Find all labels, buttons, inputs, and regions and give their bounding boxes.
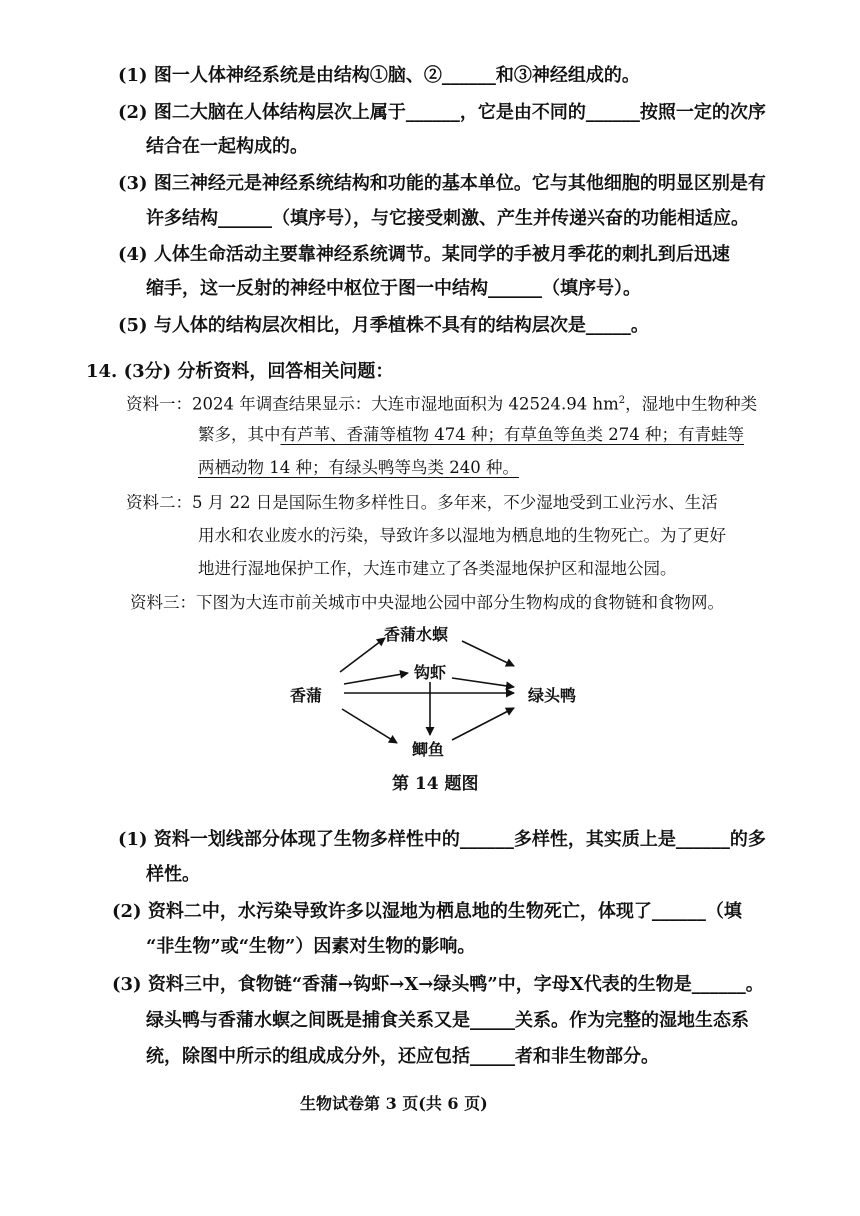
figure-caption: 第 14 题图 [392,774,479,794]
question-14-3-line2: 绿头鸭与香蒲水螟之间既是捕食关系又是_____关系。作为完整的湿地生态系 [146,1010,749,1031]
question-13-1: (1) 图一人体神经系统是由结构①脑、②______和③神经组成的。 [118,65,640,86]
question-14-heading: 14. (3分) 分析资料，回答相关问题： [86,361,394,382]
question-14-1-line1: (1) 资料一划线部分体现了生物多样性中的______多样性，其实质上是______的多 [118,829,766,850]
arrow-shuizhi-to-lvtouya [462,641,514,666]
question-14-1-line2: 样性。 [146,864,200,885]
question-14-2-line1: (2) 资料二中，水污染导致许多以湿地为栖息地的生物死亡，体现了______（填 [112,901,742,922]
material-3: 资料三：下图为大连市前关城市中央湿地公园中部分生物构成的食物链和食物网。 [130,593,724,612]
material-1-text: 资料一：2024 年调查结果显示：大连市湿地面积为 42524.94 hm [126,394,619,414]
node-gouxia: 钩虾 [414,663,447,682]
node-shuizhi: 香蒲水螟 [384,625,449,644]
question-14-2-line2: “非生物”或“生物”）因素对生物的影响。 [146,936,476,957]
material-1-text-end: ，湿地中生物种类 [625,394,758,414]
node-xiangpu: 香蒲 [290,686,323,705]
question-14-3-line3: 统，除图中所示的组成成分外，还应包括_____者和非生物部分。 [146,1046,659,1067]
material-1-line3-underlined: 两栖动物 14 种；有绿头鸭等鸟类 240 种。 [198,458,519,477]
question-13-3-line2: 许多结构______（填序号），与它接受刺激、产生并传递兴奋的功能相适应。 [146,208,749,229]
page-footer: 生物试卷第 3 页(共 6 页) [300,1094,488,1113]
arrow-jiyu-to-lvtouya [452,708,514,740]
material-2-line1: 资料二：5 月 22 日是国际生物多样性日。多年来，不少湿地受到工业污水、生活 [126,493,718,512]
node-lvtouya: 绿头鸭 [528,686,577,705]
question-13-5: (5) 与人体的结构层次相比，月季植株不具有的结构层次是_____。 [118,315,649,336]
arrow-gouxia-to-lvtouya [452,678,514,687]
material-2-line2: 用水和农业废水的污染，导致许多以湿地为栖息地的生物死亡。为了更好 [198,526,726,545]
question-14-3-line1: (3) 资料三中，食物链“香蒲→钩虾→X→绿头鸭”中，字母X代表的生物是______。 [112,974,764,995]
superscript-2: 2 [618,395,626,406]
arrow-xiangpu-to-shuizhi [340,638,385,672]
question-13-2-line1: (2) 图二大脑在人体结构层次上属于______，它是由不同的______按照一定的次序 [118,102,766,123]
arrow-xiangpu-to-gouxia [344,673,408,684]
question-13-4-line2: 缩手，这一反射的神经中枢位于图一中结构______（填序号）。 [146,278,641,299]
material-2-line3: 地进行湿地保护工作，大连市建立了各类湿地保护区和湿地公园。 [198,559,677,578]
material-1-underlined: 有芦苇、香蒲等植物 474 种；有草鱼等鱼类 274 种；有青蛙等 [280,425,744,444]
arrow-xiangpu-to-jiyu [342,709,397,743]
question-13-3-line1: (3) 图三神经元是神经系统结构和功能的基本单位。它与其他细胞的明显区别是有 [118,173,766,194]
question-13-4-line1: (4) 人体生命活动主要靠神经系统调节。某同学的手被月季花的刺扎到后迅速 [118,244,730,265]
node-jiyu: 鲫鱼 [412,740,445,759]
material-1-plain: 繁多，其中 [198,425,281,444]
question-13-2-line2: 结合在一起构成的。 [146,136,308,157]
